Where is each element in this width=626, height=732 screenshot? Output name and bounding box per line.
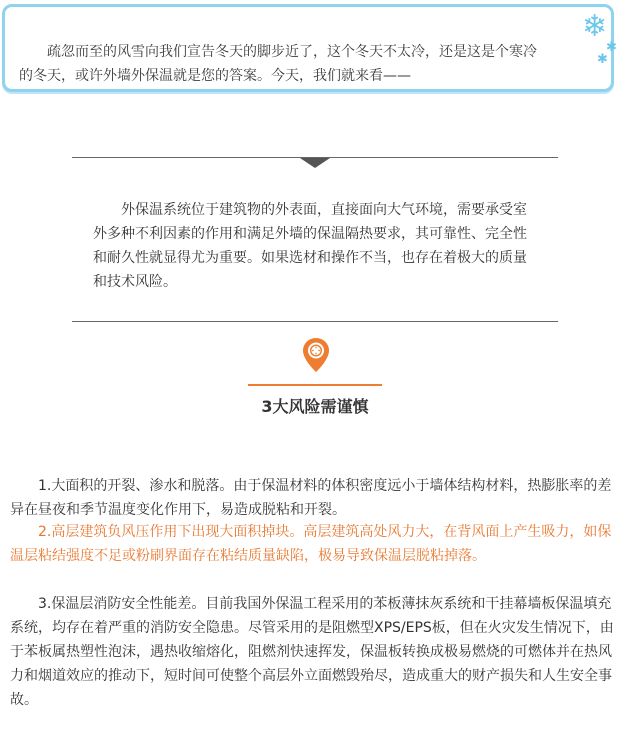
title-accent-line (248, 384, 382, 386)
snowflake-icon: ✱ (606, 40, 617, 55)
intro-text: 疏忽而至的风雪向我们宣告冬天的脚步近了，这个冬天不太冷，还是这是个寒冷的冬天，或许外墙外保温就是您的答案。今天，我们就来看—— (19, 44, 537, 84)
snowflake-icon: ❄ (582, 9, 608, 44)
intro-paragraph: 外保温系统位于建筑物的外表面，直接面向大气环境，需要承受室外多种不利因素的作用和满足外墙的保温隔热要求，其可靠性、完全性和耐久性就显得尤为重要。如果选材和操作不当，也存在着极大的质量和技术风险。 (93, 202, 527, 290)
divider-bottom (72, 321, 558, 322)
risk-item: 2.高层建筑负风压作用下出现大面积掉块。高层建筑高处风力大，在背风面上产生吸力，如保温层粘结强度不足或粉刷界面存在粘结质量缺陷，极易导致保温层脱粘掉落。 (10, 524, 612, 564)
section-title: 3大风险需谨慎 (261, 397, 369, 416)
divider-pointer (300, 158, 330, 168)
risk-item: 1.大面积的开裂、渗水和脱落。由于保温材料的体积密度远小于墙体结构材料，热膨胀率的差异在昼夜和季节温度变化作用下，易造成脱粘和开裂。 (10, 478, 612, 518)
snowflake-icon: ✱ (597, 52, 608, 67)
risk-item: 3.保温层消防安全性能差。目前我国外保温工程采用的苯板薄抹灰系统和干挂幕墙板保温填充系统，均存在着严重的消防安全隐患。尽管采用的是阻燃型XPS/EPS板，但在火灾发生情况下，由于苯板属热塑性泡沫，遇热收缩熔化，阻燃剂快速挥发，保温板转换成极易燃烧的可燃体并在热风力和烟道效应的推动下，短时间可使整个高层外立面燃毁殆尽，造成重大的财产损失和人生安全事故。 (10, 596, 614, 708)
intro-card (2, 4, 614, 92)
location-pin-icon (302, 337, 330, 373)
